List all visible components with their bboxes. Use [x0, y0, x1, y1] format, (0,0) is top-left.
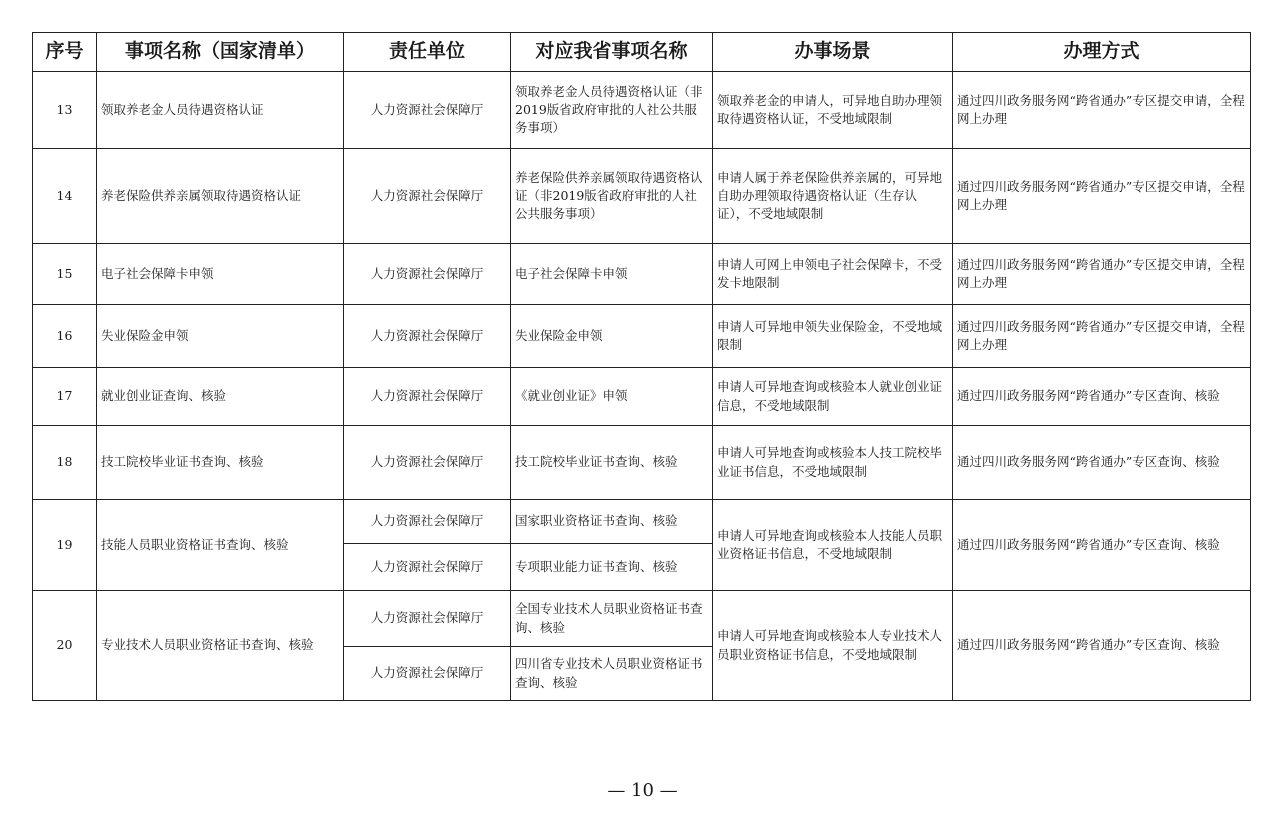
header-row: [33, 33, 1251, 72]
header-cell: 事项名称（国家清单）: [97, 33, 344, 72]
province-item-name: 养老保险供养亲属领取待遇资格认证（非2019版省政府审批的人社公共服务事项）: [511, 149, 713, 244]
responsible-unit: 人力资源社会保障厅: [344, 149, 511, 244]
responsible-unit: 人力资源社会保障厅: [344, 544, 511, 591]
table-row: [33, 149, 1251, 244]
handling-method: 通过四川政务服务网“跨省通办”专区提交申请，全程网上办理: [953, 149, 1251, 244]
item-name: 养老保险供养亲属领取待遇资格认证: [97, 149, 344, 244]
header-cell: 办理方式: [953, 33, 1251, 72]
responsible-unit: 人力资源社会保障厅: [344, 72, 511, 149]
item-name: 电子社会保障卡申领: [97, 244, 344, 305]
service-scenario: 申请人可异地查询或核验本人就业创业证信息，不受地域限制: [713, 368, 953, 426]
handling-method: 通过四川政务服务网“跨省通办”专区查询、核验: [953, 426, 1251, 500]
item-number: 16: [33, 305, 97, 368]
service-scenario: 申请人可异地查询或核验本人技能人员职业资格证书信息，不受地域限制: [713, 500, 953, 591]
responsible-unit: 人力资源社会保障厅: [344, 426, 511, 500]
item-name: 专业技术人员职业资格证书查询、核验: [97, 591, 344, 701]
service-scenario: 申请人可异地申领失业保险金，不受地域限制: [713, 305, 953, 368]
province-item-name: 四川省专业技术人员职业资格证书查询、核验: [511, 647, 713, 701]
item-number: 13: [33, 72, 97, 149]
service-items-table: [32, 32, 1251, 701]
page-number: — 10 —: [607, 780, 678, 801]
responsible-unit: 人力资源社会保障厅: [344, 244, 511, 305]
table-row: [33, 500, 1251, 544]
responsible-unit: 人力资源社会保障厅: [344, 305, 511, 368]
item-number: 18: [33, 426, 97, 500]
item-number: 20: [33, 591, 97, 701]
header-cell: 对应我省事项名称: [511, 33, 713, 72]
item-number: 14: [33, 149, 97, 244]
handling-method: 通过四川政务服务网“跨省通办”专区提交申请，全程网上办理: [953, 244, 1251, 305]
province-item-name: 失业保险金申领: [511, 305, 713, 368]
handling-method: 通过四川政务服务网“跨省通办”专区查询、核验: [953, 591, 1251, 701]
item-number: 17: [33, 368, 97, 426]
table-row: [33, 305, 1251, 368]
handling-method: 通过四川政务服务网“跨省通办”专区查询、核验: [953, 500, 1251, 591]
header-cell: 序号: [33, 33, 97, 72]
responsible-unit: 人力资源社会保障厅: [344, 500, 511, 544]
handling-method: 通过四川政务服务网“跨省通办”专区提交申请，全程网上办理: [953, 72, 1251, 149]
province-item-name: 国家职业资格证书查询、核验: [511, 500, 713, 544]
service-scenario: 领取养老金的申请人，可异地自助办理领取待遇资格认证，不受地域限制: [713, 72, 953, 149]
service-scenario: 申请人可异地查询或核验本人技工院校毕业证书信息，不受地域限制: [713, 426, 953, 500]
responsible-unit: 人力资源社会保障厅: [344, 368, 511, 426]
service-scenario: 申请人可异地查询或核验本人专业技术人员职业资格证书信息，不受地域限制: [713, 591, 953, 701]
responsible-unit: 人力资源社会保障厅: [344, 647, 511, 701]
service-scenario: 申请人属于养老保险供养亲属的，可异地自助办理领取待遇资格认证（生存认证），不受地域限制: [713, 149, 953, 244]
item-name: 技工院校毕业证书查询、核验: [97, 426, 344, 500]
table-row: [33, 591, 1251, 647]
table-row: [33, 426, 1251, 500]
item-name: 就业创业证查询、核验: [97, 368, 344, 426]
item-number: 19: [33, 500, 97, 591]
table-row: [33, 244, 1251, 305]
province-item-name: 技工院校毕业证书查询、核验: [511, 426, 713, 500]
handling-method: 通过四川政务服务网“跨省通办”专区提交申请，全程网上办理: [953, 305, 1251, 368]
item-name: 领取养老金人员待遇资格认证: [97, 72, 344, 149]
province-item-name: 《就业创业证》申领: [511, 368, 713, 426]
item-number: 15: [33, 244, 97, 305]
item-name: 失业保险金申领: [97, 305, 344, 368]
header-cell: 办事场景: [713, 33, 953, 72]
province-item-name: 专项职业能力证书查询、核验: [511, 544, 713, 591]
header-cell: 责任单位: [344, 33, 511, 72]
item-name: 技能人员职业资格证书查询、核验: [97, 500, 344, 591]
handling-method: 通过四川政务服务网“跨省通办”专区查询、核验: [953, 368, 1251, 426]
table-row: [33, 72, 1251, 149]
service-scenario: 申请人可网上申领电子社会保障卡，不受发卡地限制: [713, 244, 953, 305]
province-item-name: 全国专业技术人员职业资格证书查询、核验: [511, 591, 713, 647]
province-item-name: 电子社会保障卡申领: [511, 244, 713, 305]
responsible-unit: 人力资源社会保障厅: [344, 591, 511, 647]
province-item-name: 领取养老金人员待遇资格认证（非2019版省政府审批的人社公共服务事项）: [511, 72, 713, 149]
table-row: [33, 368, 1251, 426]
